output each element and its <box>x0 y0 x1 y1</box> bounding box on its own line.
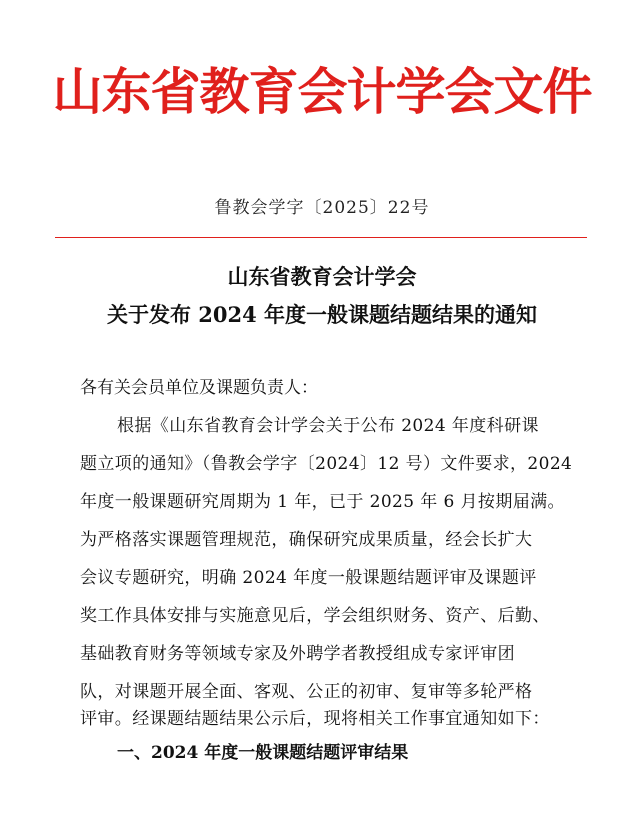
paragraph-line: 基础教育财务等领域专家及外聘学者教授组成专家评审团 <box>80 644 515 664</box>
section-heading: 一、2024 年度一般课题结题评审结果 <box>117 743 409 763</box>
paragraph-line: 队，对课题开展全面、客观、公正的初审、复审等多轮严格 <box>80 682 533 702</box>
paragraph-line: 题立项的通知》（鲁教会学字〔2024〕12 号）文件要求，2024 <box>80 454 573 474</box>
paragraph-line: 评审。经课题结题结果公示后，现将相关工作事宜通知如下： <box>80 709 550 729</box>
paragraph-line: 为严格落实课题管理规范，确保研究成果质量，经会长扩大 <box>80 530 533 550</box>
paragraph-line: 奖工作具体安排与实施意见后，学会组织财务、资产、后勤、 <box>80 606 550 626</box>
paragraph-line: 会议专题研究，明确 2024 年度一般课题结题评审及课题评 <box>80 568 537 588</box>
masthead-title: 山东省教育会计学会文件 <box>52 62 592 121</box>
salutation: 各有关会员单位及课题负责人： <box>80 378 318 398</box>
paragraph-line: 年度一般课题研究周期为 1 年，已于 2025 年 6 月按期届满。 <box>80 492 565 512</box>
paragraph-line: 根据《山东省教育会计学会关于公布 2024 年度科研课 <box>117 416 539 436</box>
red-divider-line <box>55 237 587 238</box>
document-number: 鲁教会学字〔2025〕22号 <box>214 198 430 218</box>
notice-title-line-1: 山东省教育会计学会 <box>227 264 417 289</box>
notice-title-line-2: 关于发布 2024 年度一般课题结题结果的通知 <box>106 302 538 327</box>
